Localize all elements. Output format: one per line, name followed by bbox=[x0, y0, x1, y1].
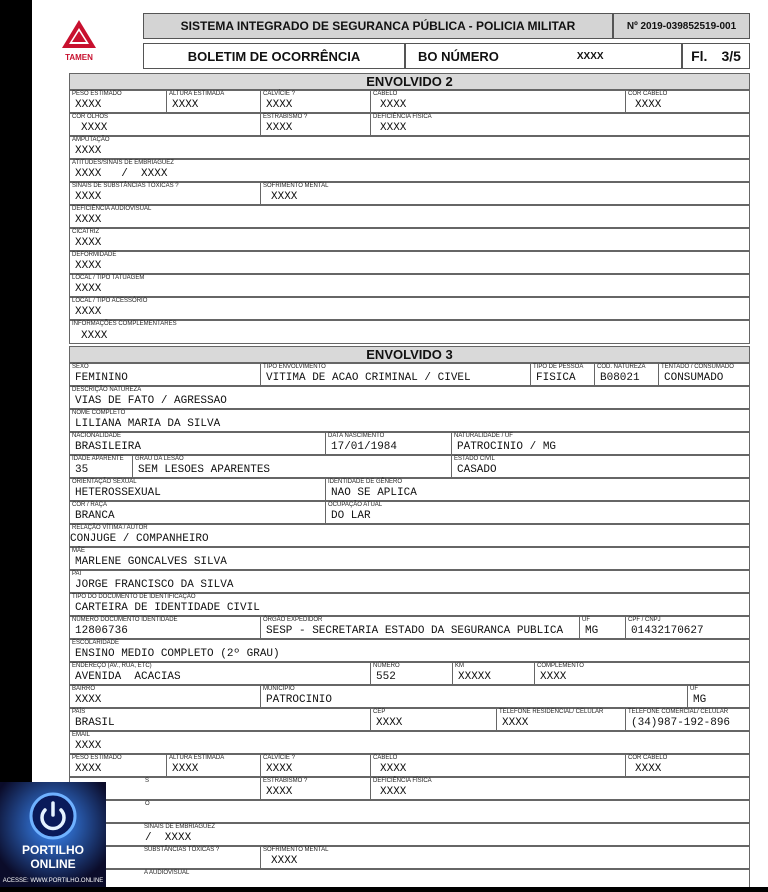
page-label: Fl. bbox=[691, 48, 708, 64]
form-field bbox=[370, 709, 496, 730]
field-label: NATURALIDADE / UF bbox=[454, 433, 513, 439]
form-field bbox=[70, 321, 751, 343]
system-title: SISTEMA INTEGRADO DE SEGURANCA PÚBLICA - POLICIA MILITAR bbox=[143, 13, 613, 39]
form-field bbox=[451, 456, 751, 477]
form-row bbox=[69, 662, 750, 685]
embriaguez3-value: / XXXX bbox=[145, 832, 192, 844]
field-label: TENTADO / CONSUMADO bbox=[661, 364, 734, 370]
logo-text: TAMEN bbox=[65, 53, 93, 62]
form-field bbox=[70, 824, 751, 845]
calvicie3-value: XXXX bbox=[266, 763, 293, 775]
form-field bbox=[370, 663, 452, 684]
form-field bbox=[370, 778, 751, 799]
field-label: TIPO DE PESSOA bbox=[533, 364, 584, 370]
info-complementares-value: XXXX bbox=[81, 330, 108, 342]
field-label: COR / RAÇA bbox=[72, 502, 108, 508]
field-label: CPF / CNPJ bbox=[628, 617, 661, 623]
telefone-comercial-value: (34)987-192-896 bbox=[631, 717, 731, 729]
form-field bbox=[70, 548, 751, 569]
field-label: DEFICIÊNCIA AUDIOVISUAL bbox=[72, 206, 152, 212]
field-label: A AUDIOVISUAL bbox=[144, 870, 190, 876]
estrabismo3-value: XXXX bbox=[266, 786, 293, 798]
form-field bbox=[70, 663, 370, 684]
form-field bbox=[687, 686, 751, 707]
form-row bbox=[69, 639, 750, 662]
identidade-genero-value: NAO SE APLICA bbox=[331, 487, 417, 499]
form-row bbox=[69, 524, 750, 547]
field-label: CABELO bbox=[373, 91, 398, 97]
form-field bbox=[166, 91, 260, 112]
form-field bbox=[325, 479, 751, 500]
field-label: ESTRABISMO ? bbox=[263, 778, 308, 784]
cor-olhos-value: XXXX bbox=[81, 122, 108, 134]
form-row bbox=[69, 386, 750, 409]
pmmg-logo bbox=[42, 16, 116, 62]
page-indicator bbox=[682, 43, 750, 69]
municipio-value: PATROCINIO bbox=[266, 694, 333, 706]
field-label: COD. NATUREZA bbox=[597, 364, 646, 370]
field-label: ALTURA ESTIMADA bbox=[169, 755, 225, 761]
amputacao-value: XXXX bbox=[75, 145, 102, 157]
form-field bbox=[325, 502, 751, 523]
form-field bbox=[70, 617, 260, 638]
uf-value: MG bbox=[585, 625, 599, 637]
field-label: CALVÍCIE ? bbox=[263, 755, 295, 761]
field-label: O bbox=[145, 801, 150, 807]
form-row bbox=[69, 869, 750, 887]
field-label: ESTADO CIVIL bbox=[454, 456, 495, 462]
form-row bbox=[69, 205, 750, 228]
form-row bbox=[69, 547, 750, 570]
field-label: DEFICIÊNCIA FÍSICA bbox=[373, 114, 432, 120]
bo-number-label: BO NÚMERO bbox=[418, 48, 499, 64]
form-row bbox=[69, 320, 750, 344]
form-field bbox=[325, 433, 451, 454]
field-label: DATA NASCIMENTO bbox=[328, 433, 385, 439]
form-field bbox=[70, 456, 132, 477]
field-label: OCUPAÇÃO ATUAL bbox=[328, 502, 383, 508]
cor-cabelo3-value: XXXX bbox=[635, 763, 662, 775]
watermark-line1: PORTILHO bbox=[22, 843, 84, 857]
field-label: ENDEREÇO (AV., RUA, ETC) bbox=[72, 663, 152, 669]
complemento-value: XXXX bbox=[540, 671, 567, 683]
idade-value: 35 bbox=[75, 464, 89, 476]
field-label: SOFRIMENTO MENTAL bbox=[263, 183, 329, 189]
altura-value: XXXX bbox=[172, 99, 199, 111]
peso-value: XXXX bbox=[75, 99, 102, 111]
field-label: IDADE APARENTE bbox=[72, 456, 124, 462]
field-label: UF bbox=[690, 686, 698, 692]
form-field bbox=[70, 275, 751, 296]
form-field bbox=[260, 364, 530, 385]
field-label: PESO ESTIMADO bbox=[72, 91, 122, 97]
form-field bbox=[70, 525, 751, 546]
form-row bbox=[69, 685, 750, 708]
form-field bbox=[70, 870, 751, 887]
field-label: SINAIS DE EMBRIAGUEZ bbox=[144, 824, 216, 830]
form-field bbox=[70, 571, 751, 592]
estado-civil-value: CASADO bbox=[457, 464, 497, 476]
numero-documento-value: 12806736 bbox=[75, 625, 128, 637]
field-label: PAI bbox=[72, 571, 82, 577]
deficiencia-fisica3-value: XXXX bbox=[380, 786, 407, 798]
bo-number-field bbox=[405, 43, 682, 69]
form-field bbox=[70, 686, 260, 707]
form-field bbox=[530, 364, 594, 385]
section-envolvido-3: ENVOLVIDO 3 bbox=[69, 346, 750, 363]
form-field bbox=[625, 617, 751, 638]
pai-value: JORGE FRANCISCO DA SILVA bbox=[75, 579, 234, 591]
form-row bbox=[69, 593, 750, 616]
form-row bbox=[69, 90, 750, 113]
numero-value: 552 bbox=[376, 671, 396, 683]
portilho-online-watermark bbox=[0, 782, 106, 887]
nacionalidade-value: BRASILEIRA bbox=[75, 441, 142, 453]
field-label: ÓRGÃO EXPEDIDOR bbox=[263, 617, 323, 623]
field-label: SINAIS DE SUBSTÂNCIAS TÓXICAS ? bbox=[72, 183, 179, 189]
audiovisual-value: XXXX bbox=[75, 214, 102, 226]
escolaridade-value: ENSINO MEDIO COMPLETO (2º GRAU) bbox=[75, 648, 280, 660]
form-field bbox=[260, 755, 370, 776]
field-label: TELEFONE COMERCIAL/ CELULAR bbox=[628, 709, 729, 715]
form-field bbox=[594, 364, 658, 385]
form-field bbox=[70, 183, 260, 204]
field-label: MÃE bbox=[72, 548, 86, 554]
toxicas-value: XXXX bbox=[75, 191, 102, 203]
form-field bbox=[496, 709, 625, 730]
field-label: ESCOLARIDADE bbox=[72, 640, 120, 646]
orgao-expedidor-value: SESP - SECRETARIA ESTADO DA SEGURANCA PUBLICA bbox=[266, 625, 564, 637]
form-field bbox=[370, 755, 625, 776]
form-row bbox=[69, 363, 750, 386]
field-label: NÚMERO DOCUMENTO IDENTIDADE bbox=[72, 617, 178, 623]
form-row bbox=[69, 136, 750, 159]
km-value: XXXXX bbox=[458, 671, 492, 683]
cor-cabelo-value: XXXX bbox=[635, 99, 662, 111]
form-row bbox=[69, 432, 750, 455]
form-row bbox=[69, 777, 750, 800]
form-row bbox=[69, 159, 750, 182]
form-row bbox=[69, 478, 750, 501]
form-row bbox=[69, 800, 750, 823]
form-field bbox=[579, 617, 625, 638]
form-field bbox=[70, 433, 325, 454]
form-field bbox=[70, 206, 751, 227]
form-field bbox=[70, 298, 751, 319]
form-field bbox=[260, 114, 370, 135]
tipo-envolvimento-value: VITIMA DE ACAO CRIMINAL / CIVEL bbox=[266, 372, 471, 384]
field-label: SOFRIMENTO MENTAL bbox=[263, 847, 329, 853]
field-label: NACIONALIDADE bbox=[72, 433, 122, 439]
form-row bbox=[69, 616, 750, 639]
field-label: ESTRABISMO ? bbox=[263, 114, 308, 120]
form-field bbox=[260, 778, 370, 799]
tatuagem-value: XXXX bbox=[75, 283, 102, 295]
section-envolvido-2: ENVOLVIDO 2 bbox=[69, 73, 750, 90]
field-label: MUNICÍPIO bbox=[263, 686, 295, 692]
bairro-value: XXXX bbox=[75, 694, 102, 706]
form-field bbox=[70, 502, 325, 523]
field-label: COR CABELO bbox=[628, 755, 668, 761]
field-label: PESO ESTIMADO bbox=[72, 755, 122, 761]
form-field bbox=[70, 594, 751, 615]
form-row bbox=[69, 754, 750, 777]
field-label: EMAIL bbox=[72, 732, 91, 738]
watermark-line2: ONLINE bbox=[30, 857, 76, 871]
field-label: DEFICIÊNCIA FÍSICA bbox=[373, 778, 432, 784]
form-field bbox=[70, 755, 166, 776]
form-row bbox=[69, 501, 750, 524]
form-field bbox=[70, 732, 751, 753]
field-label: TELEFONE RESIDENCIAL/ CELULAR bbox=[499, 709, 604, 715]
relacao-value: CONJUGE / COMPANHEIRO bbox=[70, 533, 209, 545]
form-field bbox=[70, 801, 751, 822]
form-row bbox=[69, 297, 750, 320]
form-row bbox=[69, 570, 750, 593]
form-field bbox=[260, 183, 751, 204]
field-label: UF bbox=[582, 617, 590, 623]
field-label: LOCAL / TIPO ACESSÓRIO bbox=[72, 298, 148, 304]
field-label: NOME COMPLETO bbox=[72, 410, 126, 416]
ocupacao-value: DO LAR bbox=[331, 510, 371, 522]
descricao-natureza-value: VIAS DE FATO / AGRESSAO bbox=[75, 395, 227, 407]
form-field bbox=[625, 755, 751, 776]
data-nascimento-value: 17/01/1984 bbox=[331, 441, 398, 453]
field-label: TIPO DO DOCUMENTO DE IDENTIFICAÇÃO bbox=[72, 594, 196, 600]
naturalidade-value: PATROCINIO / MG bbox=[457, 441, 557, 453]
bo-number-value: XXXX bbox=[576, 50, 604, 62]
tentado-value: CONSUMADO bbox=[664, 372, 724, 384]
form-row bbox=[69, 274, 750, 297]
field-label: DEFORMIDADE bbox=[72, 252, 117, 258]
form-field bbox=[70, 137, 751, 158]
form-row bbox=[69, 251, 750, 274]
bo-number-badge: Nº 2019-039852519-001 bbox=[613, 13, 750, 39]
form-field bbox=[625, 709, 751, 730]
form-row bbox=[69, 846, 750, 869]
grau-lesao-value: SEM LESOES APARENTES bbox=[138, 464, 271, 476]
field-label: IDENTIDADE DE GÊNERO bbox=[328, 479, 403, 485]
cep-value: XXXX bbox=[376, 717, 403, 729]
tipo-pessoa-value: FISICA bbox=[536, 372, 576, 384]
cabelo3-value: XXXX bbox=[380, 763, 407, 775]
field-label: KM bbox=[455, 663, 464, 669]
form-row bbox=[69, 455, 750, 478]
telefone-residencial-value: XXXX bbox=[502, 717, 529, 729]
field-label: PAÍS bbox=[72, 709, 86, 715]
field-label: SEXO bbox=[72, 364, 89, 370]
estrabismo-value: XXXX bbox=[266, 122, 293, 134]
form-row bbox=[69, 823, 750, 846]
mae-value: MARLENE GONCALVES SILVA bbox=[75, 556, 227, 568]
form-field bbox=[70, 364, 260, 385]
form-field bbox=[452, 663, 534, 684]
form-field bbox=[70, 387, 751, 408]
form-field bbox=[260, 686, 687, 707]
field-label: COR OLHOS bbox=[72, 114, 109, 120]
form-field bbox=[70, 114, 260, 135]
sexo-value: FEMININO bbox=[75, 372, 128, 384]
form-row bbox=[69, 708, 750, 731]
sofrimento3-value: XXXX bbox=[271, 855, 298, 867]
acessorio-value: XXXX bbox=[75, 306, 102, 318]
cicatriz-value: XXXX bbox=[75, 237, 102, 249]
field-label: COMPLEMENTO bbox=[537, 663, 584, 669]
form-field bbox=[132, 456, 451, 477]
form-row bbox=[69, 409, 750, 432]
form-field bbox=[260, 91, 370, 112]
form-field bbox=[166, 755, 260, 776]
form-field bbox=[260, 847, 751, 868]
field-label: DESCRIÇÃO NATUREZA bbox=[72, 387, 142, 393]
form-row bbox=[69, 228, 750, 251]
field-label: SUBSTÂNCIAS TÓXICAS ? bbox=[144, 847, 220, 853]
document-title: BOLETIM DE OCORRÊNCIA bbox=[143, 43, 405, 69]
field-label: COR CABELO bbox=[628, 91, 668, 97]
form-field bbox=[70, 160, 751, 181]
field-label: CALVÍCIE ? bbox=[263, 91, 295, 97]
form-field bbox=[70, 709, 370, 730]
embriaguez-value: XXXX / XXXX bbox=[75, 168, 168, 180]
altura3-value: XXXX bbox=[172, 763, 199, 775]
form-field bbox=[70, 229, 751, 250]
cor-raca-value: BRANCA bbox=[75, 510, 115, 522]
nome-completo-value: LILIANA MARIA DA SILVA bbox=[75, 418, 221, 430]
field-label: GRAU DA LESÃO bbox=[135, 456, 184, 462]
calvicie-value: XXXX bbox=[266, 99, 293, 111]
form-row bbox=[69, 731, 750, 754]
cabelo-value: XXXX bbox=[380, 99, 407, 111]
field-label: ORIENTAÇÃO SEXUAL bbox=[72, 479, 137, 485]
form-field bbox=[70, 479, 325, 500]
form-field bbox=[370, 114, 751, 135]
form-field bbox=[70, 91, 166, 112]
field-label: CABELO bbox=[373, 755, 398, 761]
form-field bbox=[534, 663, 751, 684]
uf2-value: MG bbox=[693, 694, 707, 706]
field-label: CICATRIZ bbox=[72, 229, 100, 235]
form-row bbox=[69, 182, 750, 205]
field-label: LOCAL / TIPO TATUAGEM bbox=[72, 275, 145, 281]
field-label: S bbox=[145, 778, 150, 784]
form-field bbox=[70, 410, 751, 431]
form-field bbox=[451, 433, 751, 454]
field-label: TIPO ENVOLVIMENTO bbox=[263, 364, 326, 370]
tipo-documento-value: CARTEIRA DE IDENTIDADE CIVIL bbox=[75, 602, 260, 614]
cpf-value: 01432170627 bbox=[631, 625, 704, 637]
form-field bbox=[70, 252, 751, 273]
form-row bbox=[69, 113, 750, 136]
form-field bbox=[370, 91, 625, 112]
form-field bbox=[70, 640, 751, 661]
form-field bbox=[625, 91, 751, 112]
sofrimento-value: XXXX bbox=[271, 191, 298, 203]
form-field bbox=[260, 617, 579, 638]
page-value: 3/5 bbox=[721, 48, 741, 64]
field-label: ALTURA ESTIMADA bbox=[169, 91, 225, 97]
document-page bbox=[32, 0, 768, 887]
form-field bbox=[658, 364, 751, 385]
field-label: CEP bbox=[373, 709, 386, 715]
pais-value: BRASIL bbox=[75, 717, 115, 729]
peso3-value: XXXX bbox=[75, 763, 102, 775]
field-label: BAIRRO bbox=[72, 686, 96, 692]
orientacao-sexual-value: HETEROSSEXUAL bbox=[75, 487, 161, 499]
watermark-line3: ACESSE: WWW.PORTILHO.ONLINE bbox=[2, 878, 104, 884]
field-label: RELAÇÃO VÍTIMA / AUTOR bbox=[72, 525, 148, 531]
email-value: XXXX bbox=[75, 740, 102, 752]
field-label: INFORMAÇÕES COMPLEMENTARES bbox=[72, 321, 177, 327]
endereco-value: AVENIDA ACACIAS bbox=[75, 671, 181, 683]
field-label: AMPUTAÇÃO bbox=[72, 137, 110, 143]
field-label: ATITUDES/SINAIS DE EMBRIAGUEZ bbox=[72, 160, 174, 166]
deformidade-value: XXXX bbox=[75, 260, 102, 272]
cod-natureza-value: B08021 bbox=[600, 372, 640, 384]
deficiencia-fisica-value: XXXX bbox=[380, 122, 407, 134]
field-label: NÚMERO bbox=[373, 663, 400, 669]
